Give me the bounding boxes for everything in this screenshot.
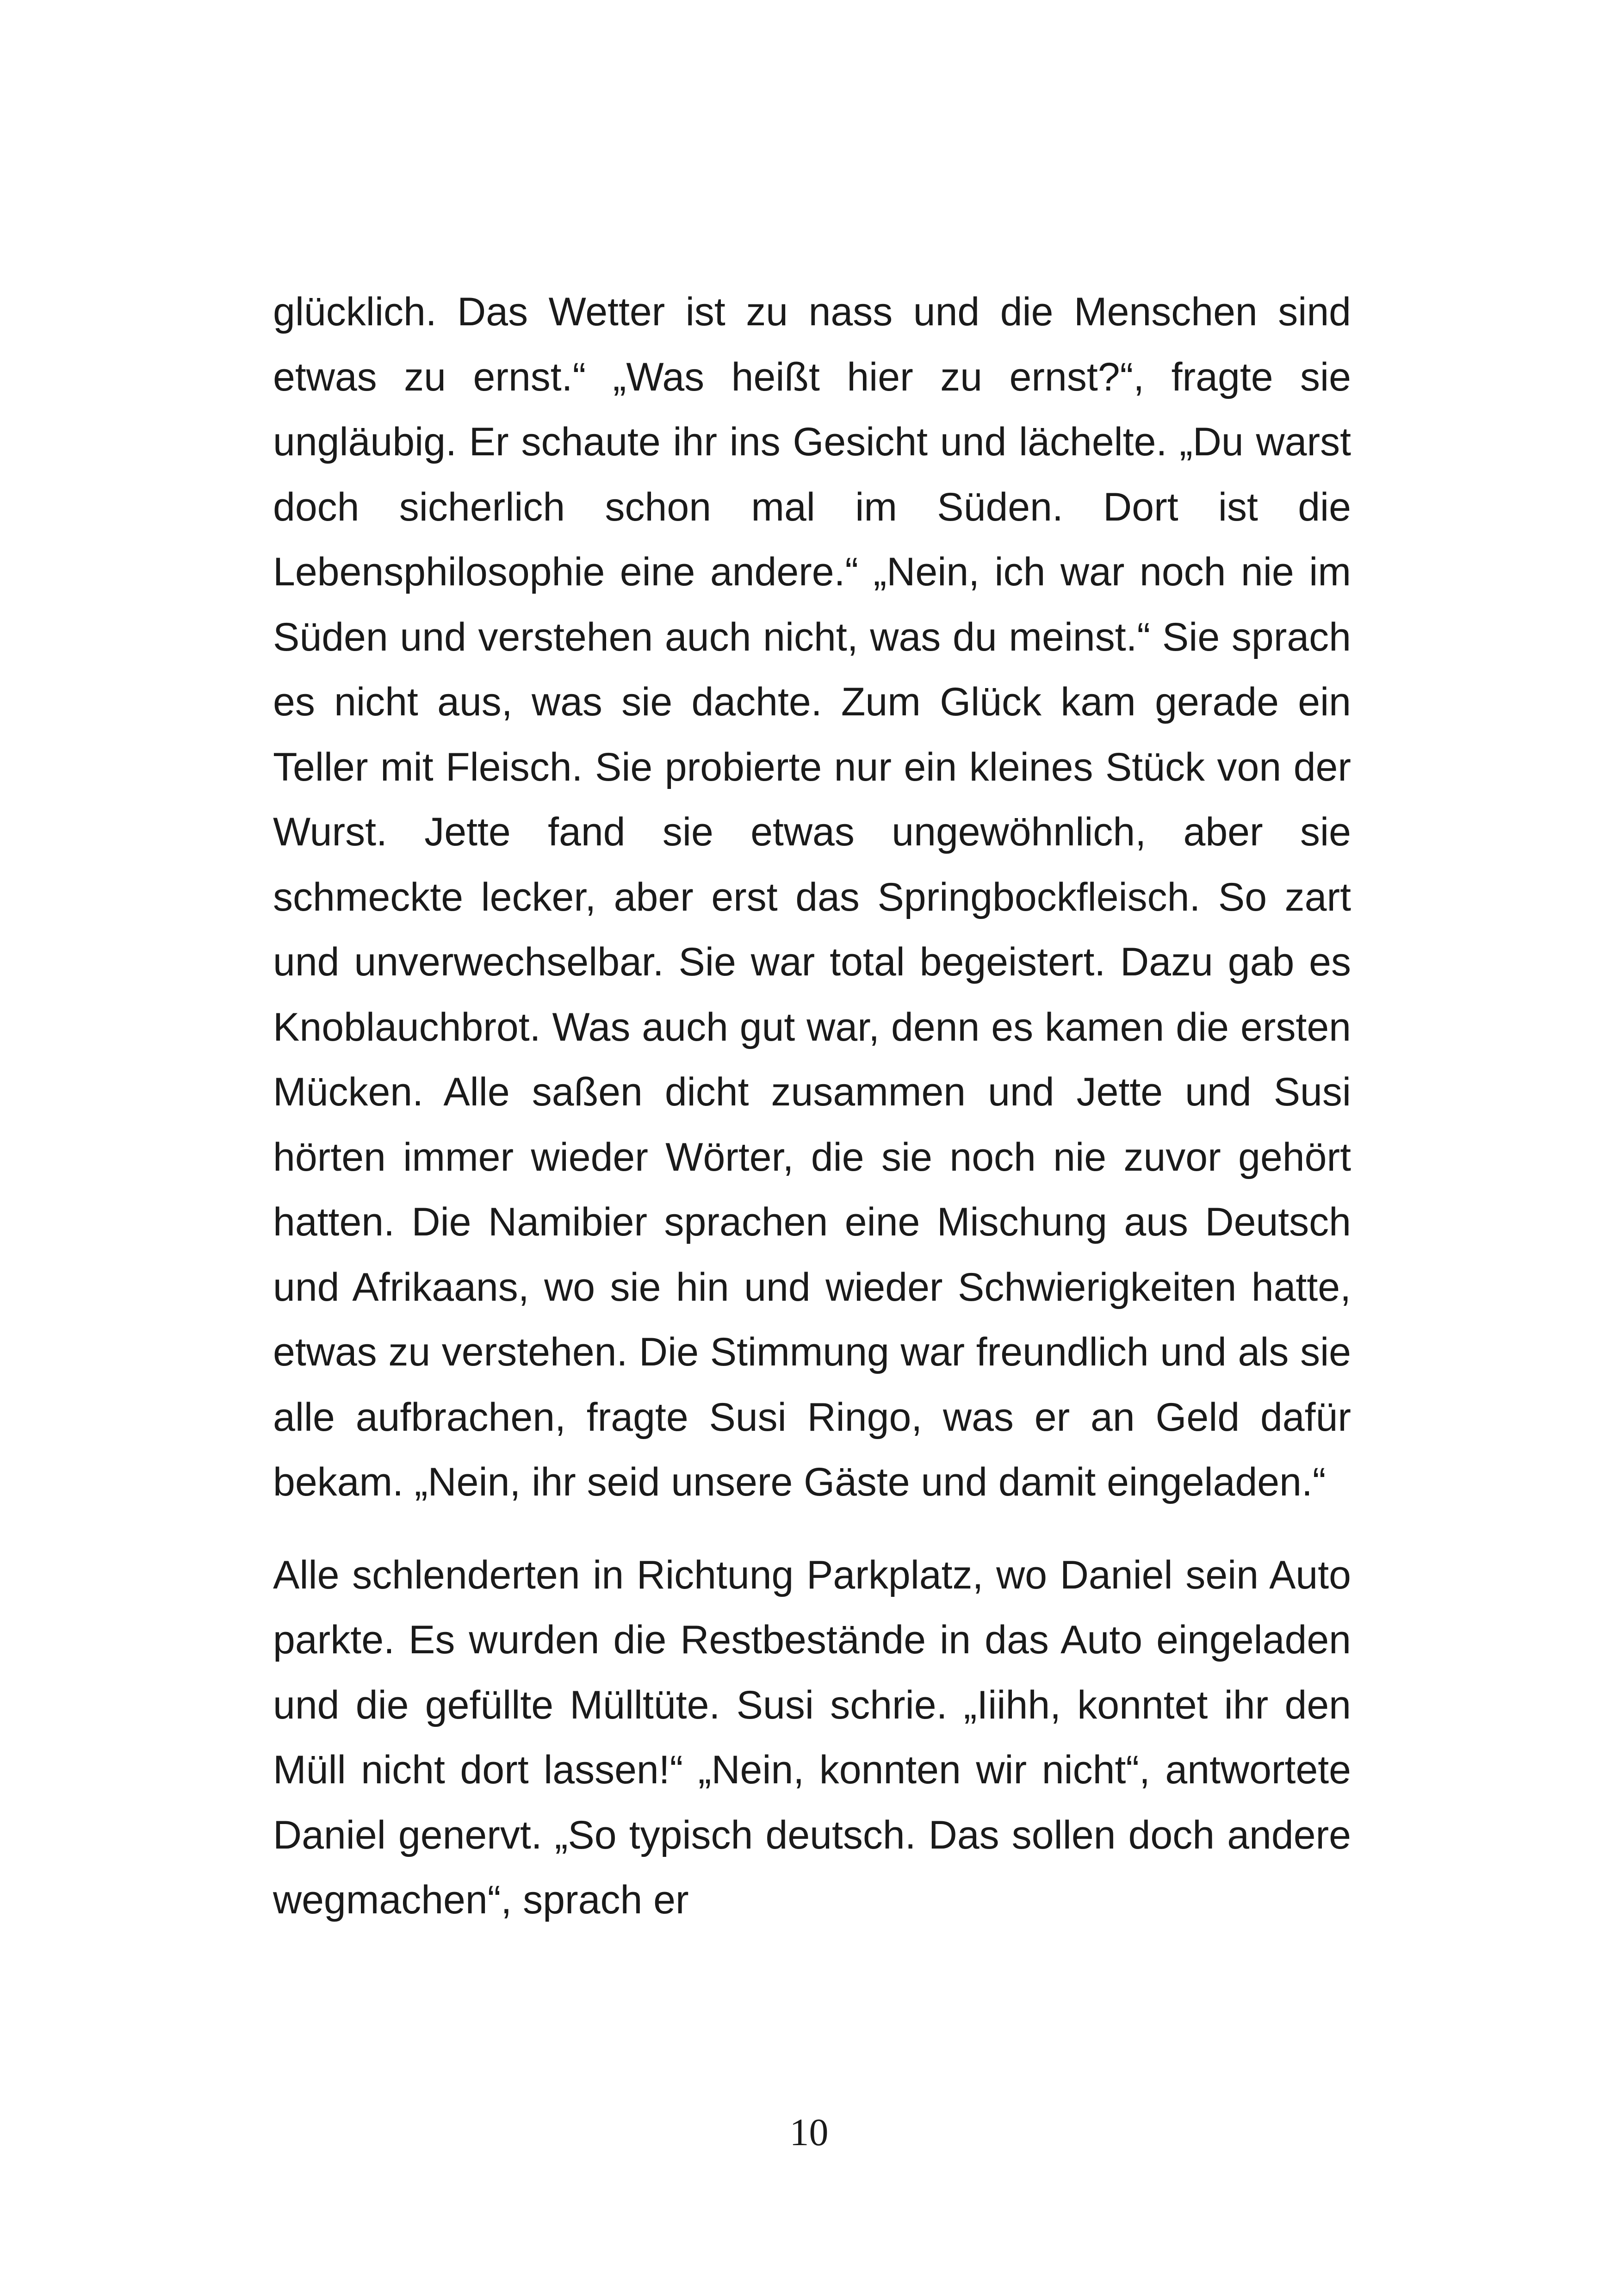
paragraph-2: Alle schlenderten in Richtung Parkplatz, wo Daniel sein Auto parkte. Es wurden die Restbestände in das Auto eingeladen und die gefüllte Mülltüte. Susi schrie. „Iiihh, konntet ihr den Müll nicht dort lassen!“ „Nein, konnten wir nicht“, antwortete Daniel genervt. „So typisch deutsch. Das sollen doch andere wegmachen“, sprach er [273,1552,1351,1922]
page-number: 10 [789,2111,829,2154]
body-text [273,279,1351,1933]
paragraph-1: glücklich. Das Wetter ist zu nass und die Menschen sind etwas zu ernst.“ „Was heißt hier zu ernst?“, fragte sie ungläubig. Er schaute ihr ins Gesicht und lächelte. „Du warst doch sicherlich schon mal im Süden. Dort ist die Lebensphilosophie eine andere.“ „Nein, ich war noch nie im Süden und verstehen auch nicht, was du meinst.“ Sie sprach es nicht aus, was sie dachte. Zum Glück kam gerade ein Teller mit Fleisch. Sie probierte nur ein kleines Stück von der Wurst. Jette fand sie etwas ungewöhnlich, aber sie schmeckte lecker, aber erst das Springbockfleisch. So zart und unverwechselbar. Sie war total begeistert. Dazu gab es Knoblauchbrot. Was auch gut war, denn es kamen die ersten Mücken. Alle saßen dicht zusammen und Jette und Susi hörten immer wieder Wörter, die sie noch nie zuvor gehört hatten. Die Namibier sprachen eine Mischung aus Deutsch und Afrikaans, wo sie hin und wieder Schwierigkeiten hatte, etwas zu verstehen. Die Stimmung war freundlich und als sie alle aufbrachen, fragte Susi Ringo, was er an Geld dafür bekam. „Nein, ihr seid unsere Gäste und damit eingeladen.“ [273,290,1351,1504]
